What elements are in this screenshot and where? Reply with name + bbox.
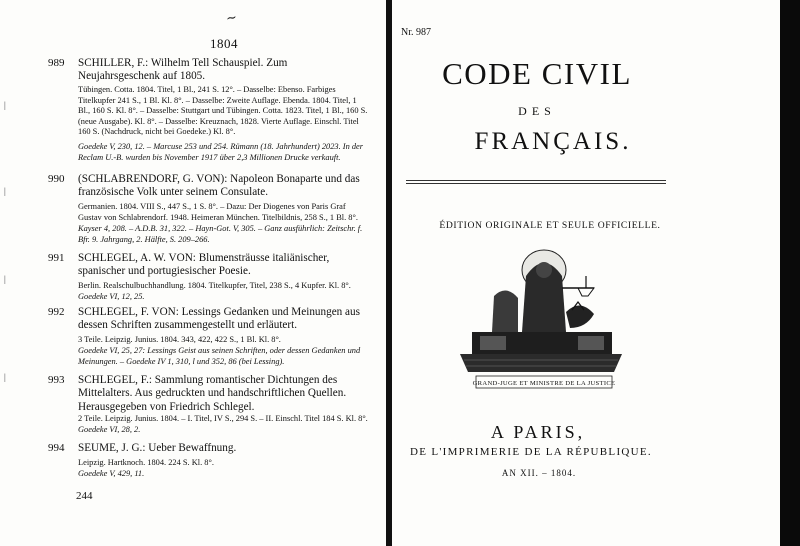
item-number-label: Nr. 987 bbox=[401, 27, 431, 38]
margin-mark: | bbox=[4, 186, 6, 196]
divider-rule bbox=[406, 183, 666, 184]
entry-number: 991 bbox=[48, 252, 65, 264]
entry-title: SCHILLER, F.: Wilhelm Tell Schauspiel. Zum Neujahrsgeschenk auf 1805. bbox=[78, 57, 288, 83]
right-page bbox=[392, 0, 780, 546]
entry-title: SCHLEGEL, A. W. VON: Blumensträusse italiänischer, spanischer und portugiesischer Poesie. bbox=[78, 252, 330, 278]
entry-publication: Tübingen. Cotta. 1804. Titel, 1 Bl., 241 S. 12°. – Dasselbe: Ebenso. Farbiges Titelkupfer 241 S., 1 Bl. Kl. 8°. – Dasselbe: Zweite Auflage. Ebenda. 1804. Titel, 1 Bl., 160 S. Kl. 8°. – Dasselbe: Stuttgart und Tübingen. Cotta. 1823. Titel, 1 Bl., 160 S. (neue Ausgabe). Kl. 8°. – Dasselbe: Kreuznach, 1828. Vierte Auflage. Einschl. Titel 160 S. (Nachdruck, nicht bei Goedeke.) Kl. 8°. bbox=[78, 85, 368, 137]
pencil-mark-icon: ∼ bbox=[224, 9, 239, 26]
entry-publication: Berlin. Realschulbuchhandlung. 1804. Titelkupfer, Titel, 238 S., 4 Kupfer. Kl. 8°. bbox=[78, 281, 351, 290]
entry-number: 990 bbox=[48, 173, 65, 185]
entry-note: Goedeke VI, 25, 27: Lessings Geist aus seinen Schriften, oder dessen Gedanken und Meinungen. – Goedeke IV 1, 310, l und 352, 86 (bei Lessing). bbox=[78, 346, 361, 366]
entry-note: Goedeke V, 429, 11. bbox=[78, 469, 145, 478]
title-francais: FRANÇAIS. bbox=[474, 128, 632, 155]
entry-publication: Leipzig. Hartknoch. 1804. 224 S. Kl. 8°. bbox=[78, 458, 214, 467]
entry-note: Kayser 4, 208. – A.D.B. 31, 322. – Hayn-Got. V, 305. – Ganz ausführlich: Zeitschr. f. Bfr. 9. Jahrgang, 2. Hälfte, S. 209–266. bbox=[78, 224, 363, 244]
edition-line: ÉDITION ORIGINALE ET SEULE OFFICIELLE. bbox=[439, 220, 661, 231]
entry-note: Goedeke VI, 12, 25. bbox=[78, 292, 145, 301]
title-des: DES bbox=[518, 104, 556, 118]
divider-rule bbox=[406, 180, 666, 181]
vignette-caption: GRAND-JUGE ET MINISTRE DE LA JUSTICE bbox=[472, 380, 616, 387]
entry-number: 994 bbox=[48, 442, 65, 454]
entry-number: 992 bbox=[48, 306, 65, 318]
page-number: 244 bbox=[76, 490, 93, 502]
imprint-year: AN XII. – 1804. bbox=[501, 468, 577, 478]
imprint-printer: DE L'IMPRIMERIE DE LA RÉPUBLIQUE. bbox=[410, 446, 652, 458]
margin-mark: | bbox=[4, 372, 6, 382]
entry-number: 989 bbox=[48, 57, 65, 69]
scan-border bbox=[780, 0, 800, 546]
entry-number: 993 bbox=[48, 374, 65, 386]
justice-vignette-icon bbox=[454, 236, 628, 392]
entry-title: SCHLEGEL, F. VON: Lessings Gedanken und Meinungen aus dessen Schriften zusammengestellt und erläutert. bbox=[78, 306, 360, 332]
margin-mark: | bbox=[4, 274, 6, 284]
entry-publication: 2 Teile. Leipzig. Junius. 1804. – I. Titel, IV S., 294 S. – II. Einschl. Titel 184 S. Kl. 8°. bbox=[78, 414, 368, 423]
imprint-city: A PARIS, bbox=[490, 422, 586, 442]
entry-publication: 3 Teile. Leipzig. Junius. 1804. 343, 422, 422 S., 1 Bl. Kl. 8°. bbox=[78, 335, 281, 344]
entry-title: SCHLEGEL, F.: Sammlung romantischer Dichtungen des Mittelalters. Aus gedruckten und handschriftlichen Quellen. Herausgegeben von Friedrich Schlegel. bbox=[78, 374, 347, 413]
entry-note: Goedeke VI, 28, 2. bbox=[78, 425, 141, 434]
entry-title: (SCHLABRENDORF, G. VON): Napoleon Bonaparte und das französische Volk unter seinem Consulate. bbox=[78, 173, 360, 199]
entry-publication: Germanien. 1804. VIII S., 447 S., 1 S. 8°. – Dazu: Der Diogenes von Paris Graf Gustav von Schlabrendorf. 1948. Heimeran München. Titelbildnis, 258 S., 1 Bl. 8°. bbox=[78, 202, 358, 222]
page-year-heading: 1804 bbox=[210, 36, 238, 51]
title-page-heading: CODE CIVIL bbox=[442, 56, 632, 91]
entry-title: SEUME, J. G.: Ueber Bewaffnung. bbox=[78, 442, 237, 454]
left-page bbox=[0, 0, 386, 546]
entry-note: Goedeke V, 230, 12. – Marcuse 253 und 254. Rümann (18. Jahrhundert) 2023. In der Reclam U.-B. wurden bis November 1917 über 2,3 Millionen Drucke verkauft. bbox=[78, 142, 364, 162]
margin-mark: | bbox=[4, 100, 6, 110]
